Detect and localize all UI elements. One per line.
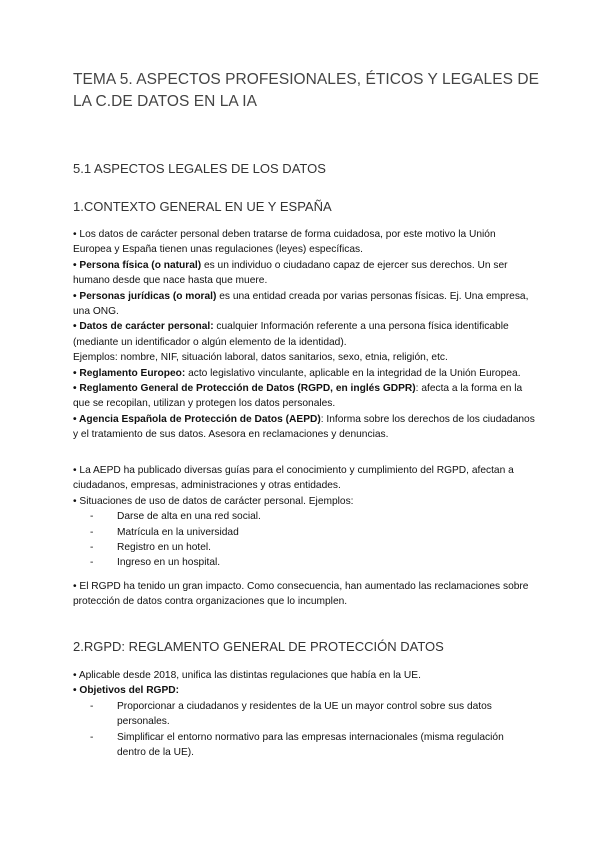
paragraph-aepd-guides: • La AEPD ha publicado diversas guías para el conocimiento y cumplimiento del RGPD, afectan a ciudadanos, empresas, administraciones y otras entidades.	[73, 465, 514, 492]
definition-reglamento-europeo: acto legislativo vinculante, aplicable en la integridad de la Unión Europea.	[185, 367, 521, 379]
body-block-1	[73, 227, 535, 443]
paragraph-usage-situations: • Situaciones de uso de datos de carácter personal. Ejemplos:	[73, 495, 354, 507]
definition-datos-caracter-personal: cualquier Información referente a una persona física identificable (mediante un identificador o algún elemento de la identidad).	[73, 321, 509, 348]
paragraph-rgpd	[73, 381, 535, 412]
term-personas-juridicas: • Personas jurídicas (o moral)	[73, 290, 217, 302]
list-item: - Ingreso en un hospital.	[90, 557, 221, 569]
paragraph-reglamento-europeo	[73, 366, 535, 381]
term-rgpd: • Reglamento General de Protección de Datos (RGPD, en inglés GDPR)	[73, 383, 416, 395]
paragraph-persona-fisica	[73, 258, 535, 289]
list-item: - Darse de alta en una red social.	[90, 511, 261, 523]
paragraph-examples-personal-data: Ejemplos: nombre, NIF, situación laboral, datos sanitarios, sexo, etnia, religión, etc.	[73, 352, 448, 364]
paragraph-rgpd-impact: • El RGPD ha tenido un gran impacto. Como consecuencia, han aumentado las reclamaciones sobre protección de datos contra organizaciones que lo incumplen.	[73, 581, 529, 608]
list-item: - Registro en un hotel.	[90, 542, 212, 554]
definition-personas-juridicas: es una entidad creada por varias personas físicas. Ej. Una empresa, una ONG.	[73, 290, 529, 318]
definition-persona-fisica: es un individuo o ciudadano capaz de ejercer sus derechos. Un ser humano desde que nace hasta que muere.	[73, 259, 508, 287]
paragraph-datos-caracter-personal	[73, 319, 535, 350]
list-item: - Proporcionar a ciudadanos y residentes de la UE un mayor control sobre sus datos personales.	[90, 700, 492, 728]
subsection-heading-1: 1.CONTEXTO GENERAL EN UE Y ESPAÑA	[73, 199, 332, 214]
body-block-4	[73, 668, 535, 760]
document-title: TEMA 5. ASPECTOS PROFESIONALES, ÉTICOS Y LEGALES DE LA C.DE DATOS EN LA IA	[73, 71, 539, 110]
subsection-heading-2: 2.RGPD: REGLAMENTO GENERAL DE PROTECCIÓN DATOS	[73, 639, 444, 654]
list-item: - Matrícula en la universidad	[90, 526, 239, 538]
term-datos-caracter-personal: • Datos de carácter personal:	[73, 321, 214, 333]
paragraph-personal-data-intro: • Los datos de carácter personal deben tratarse de forma cuidadosa, por este motivo la Unión Europea y España tienen unas regulaciones (leyes) específicas.	[73, 229, 496, 256]
body-block-3	[73, 579, 535, 610]
paragraph-objectives-heading	[73, 683, 535, 698]
body-block-2	[73, 463, 535, 571]
list-item: - Simplificar el entorno normativo para las empresas internacionales (misma regulación dentro de la UE).	[90, 731, 504, 759]
term-objetivos-rgpd: • Objetivos del RGPD:	[73, 685, 180, 697]
term-reglamento-europeo: • Reglamento Europeo:	[73, 367, 186, 379]
definition-aepd: : Informa sobre los derechos de los ciudadanos y el tratamiento de sus datos. Asesora en reclamaciones y denuncias.	[73, 413, 535, 441]
section-heading-5-1: 5.1 ASPECTOS LEGALES DE LOS DATOS	[73, 161, 326, 176]
paragraph-personas-juridicas	[73, 289, 535, 320]
paragraph-applicable-2018: • Aplicable desde 2018, unifica las distintas regulaciones que había en la UE.	[73, 670, 421, 681]
paragraph-aepd	[73, 412, 535, 443]
term-aepd: • Agencia Española de Protección de Datos (AEPD)	[73, 413, 321, 425]
definition-rgpd: : afecta a la forma en la que se recopilan, utilizan y protegen los datos personales.	[73, 383, 523, 410]
term-persona-fisica: • Persona física (o natural)	[73, 259, 202, 271]
